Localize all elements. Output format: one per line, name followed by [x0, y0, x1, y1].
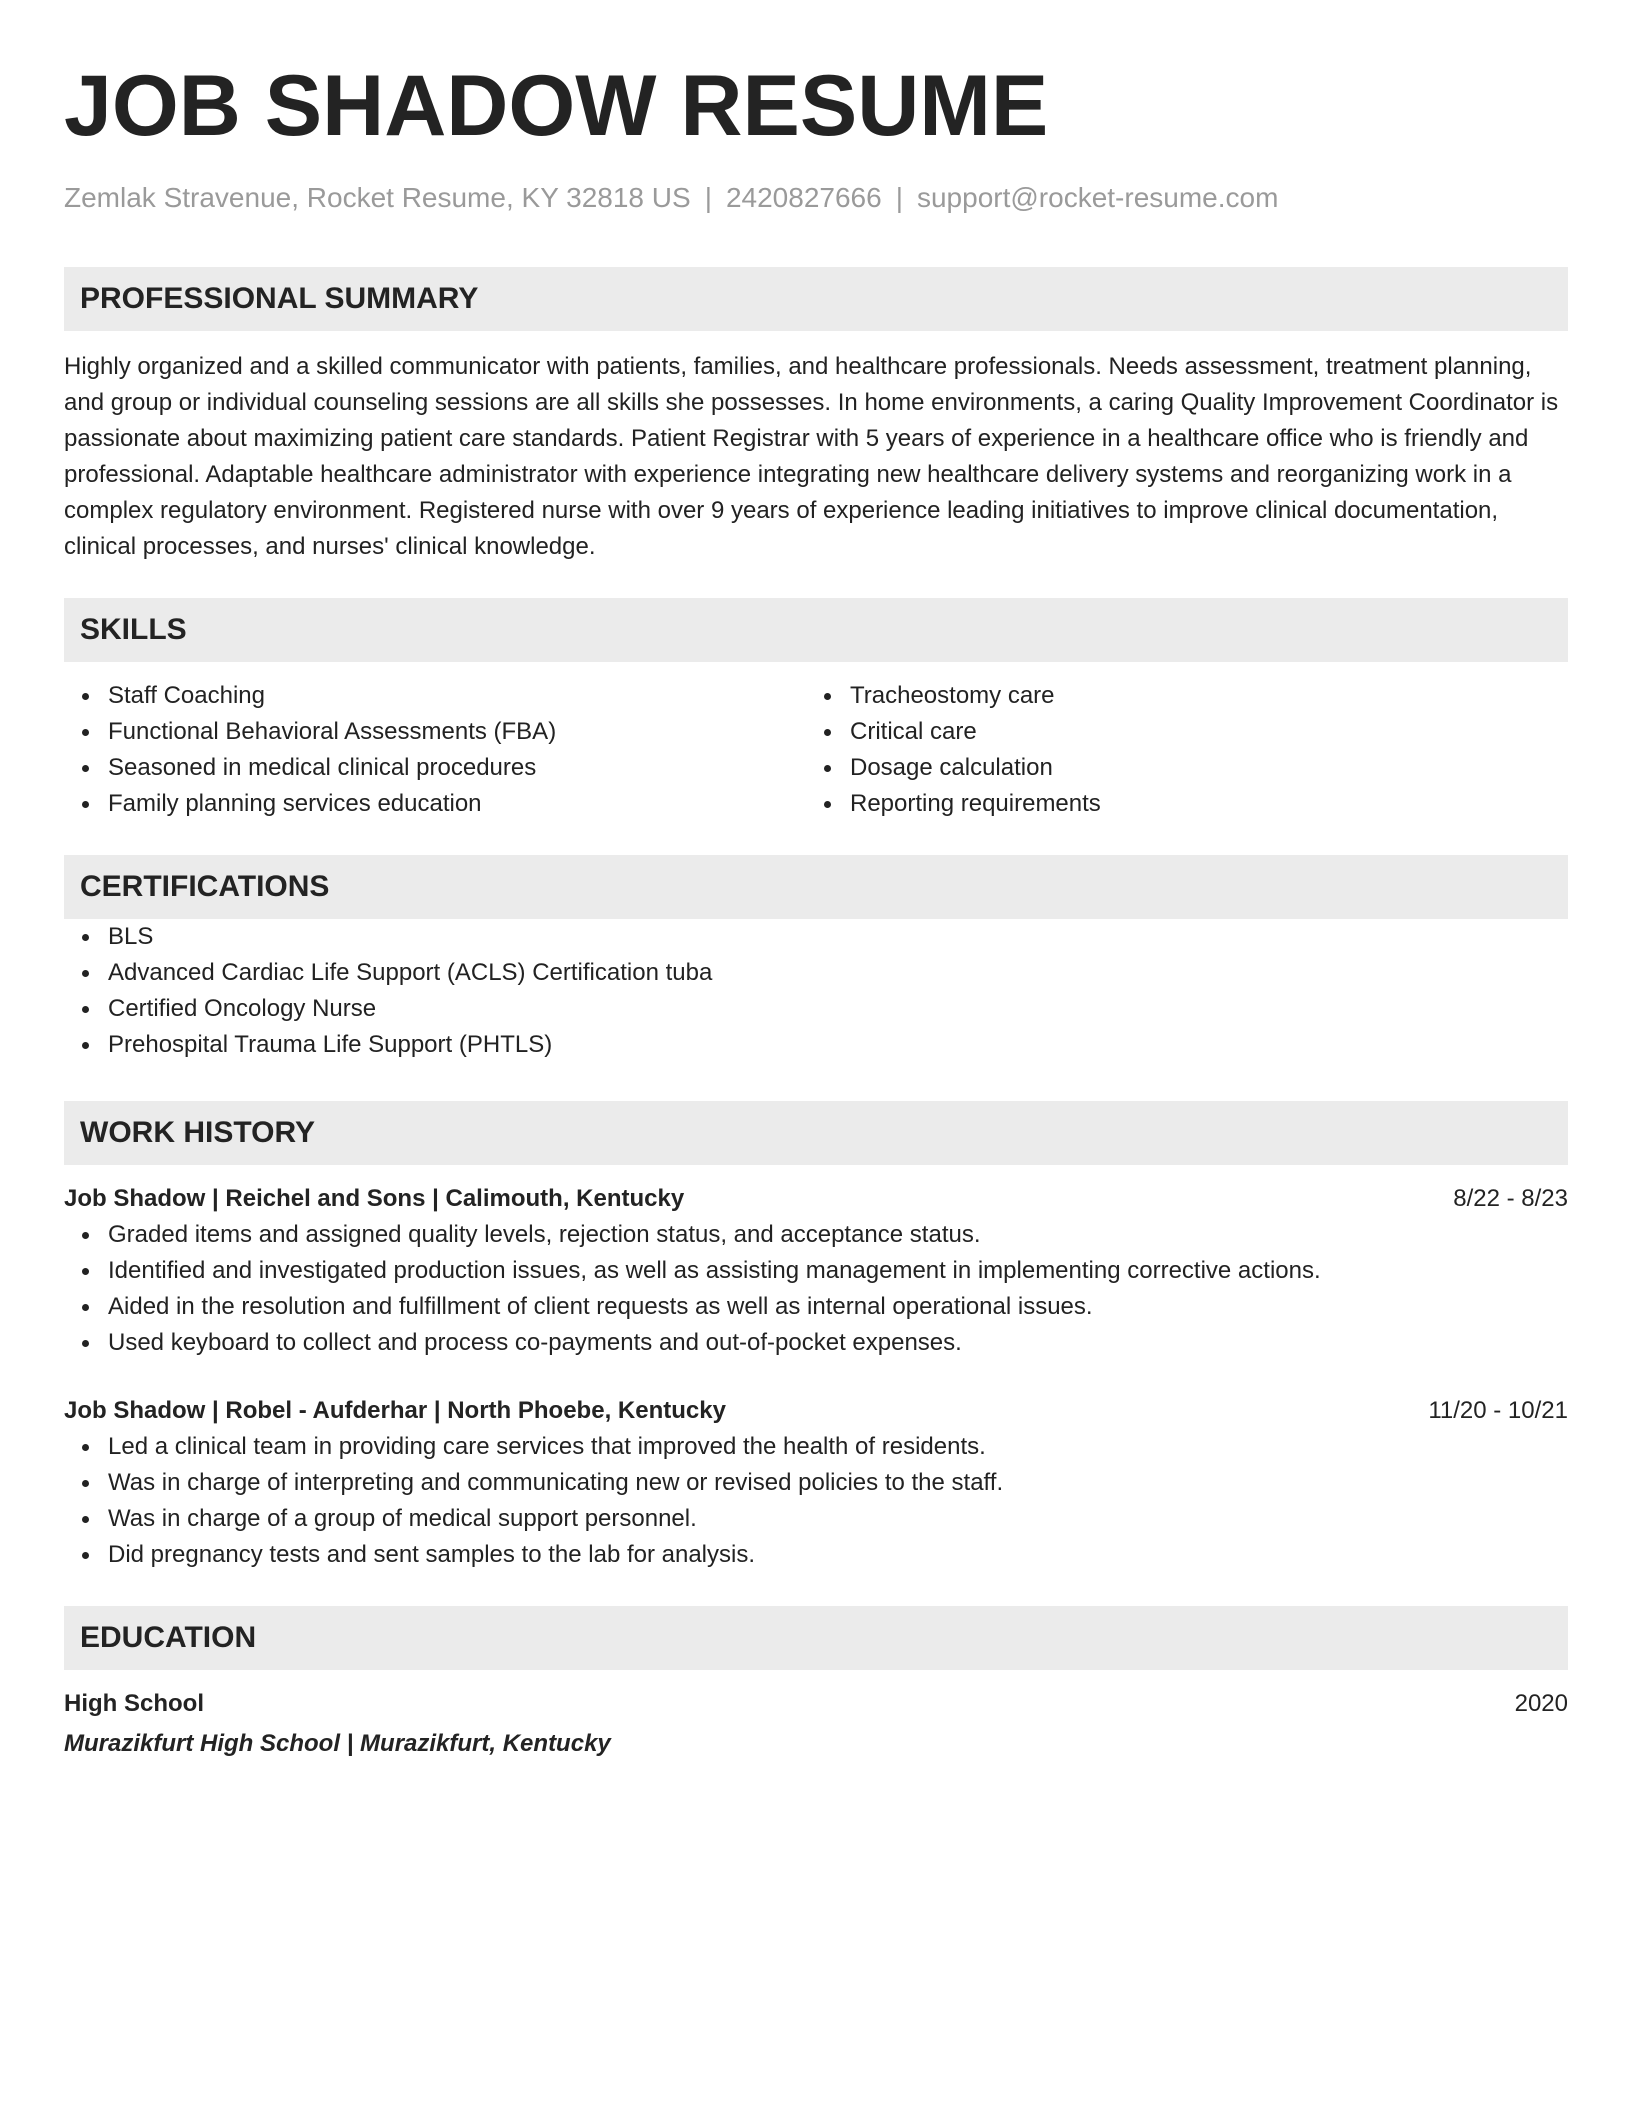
- contact-line: [64, 180, 1568, 216]
- summary-section-header: [64, 267, 1568, 331]
- work-history-heading: WORK HISTORY: [80, 1116, 316, 1149]
- job-duty-item: Was in charge of interpreting and communicating new or revised policies to the staff.: [64, 1465, 1568, 1501]
- job-title: Job Shadow | Reichel and Sons | Calimouth, Kentucky: [64, 1185, 685, 1212]
- certification-item: Advanced Cardiac Life Support (ACLS) Certification tuba: [64, 955, 1568, 991]
- job-duties-list: [64, 1429, 1568, 1573]
- skill-item: Staff Coaching: [64, 678, 806, 714]
- education-section-header: [64, 1606, 1568, 1670]
- job-duty-item: Used keyboard to collect and process co-payments and out-of-pocket expenses.: [64, 1325, 1568, 1361]
- job-duty-item: Was in charge of a group of medical support personnel.: [64, 1501, 1568, 1537]
- contact-email: support@rocket-resume.com: [916, 182, 1279, 213]
- job-duty-item: Identified and investigated production issues, as well as assisting management in implementing corrective actions.: [64, 1253, 1568, 1289]
- skill-item: Critical care: [806, 714, 1548, 750]
- skills-list-left: [64, 678, 806, 822]
- skill-item: Dosage calculation: [806, 750, 1548, 786]
- job-entry-header: [64, 1393, 1568, 1429]
- contact-separator: |: [704, 182, 712, 213]
- skills-heading: SKILLS: [80, 613, 187, 646]
- skills-columns: [64, 678, 1568, 822]
- skills-section-header: [64, 598, 1568, 662]
- contact-address: Zemlak Stravenue, Rocket Resume, KY 32818 US: [64, 182, 691, 213]
- job-duty-item: Led a clinical team in providing care services that improved the health of residents.: [64, 1429, 1568, 1465]
- skill-item: Functional Behavioral Assessments (FBA): [64, 714, 806, 750]
- skills-column-right: [806, 678, 1548, 822]
- skills-list-right: [806, 678, 1548, 822]
- education-school: Murazikfurt High School | Murazikfurt, Kentucky: [64, 1730, 611, 1757]
- summary-heading: PROFESSIONAL SUMMARY: [80, 282, 479, 315]
- job-duty-item: Did pregnancy tests and sent samples to the lab for analysis.: [64, 1537, 1568, 1573]
- job-dates: 11/20 - 10/21: [1428, 1397, 1568, 1424]
- skill-item: Reporting requirements: [806, 786, 1548, 822]
- job-duties-list: [64, 1217, 1568, 1361]
- job-entry-header: [64, 1181, 1568, 1217]
- skill-item: Seasoned in medical clinical procedures: [64, 750, 806, 786]
- certifications-heading: CERTIFICATIONS: [80, 870, 330, 903]
- skills-column-left: [64, 678, 806, 822]
- certifications-list: [64, 919, 1568, 1063]
- education-year: 2020: [1514, 1690, 1568, 1717]
- resume-title: JOB SHADOW RESUME: [64, 58, 1049, 154]
- job-dates: 8/22 - 8/23: [1453, 1185, 1568, 1212]
- job-duty-item: Aided in the resolution and fulfillment of client requests as well as internal operational issues.: [64, 1289, 1568, 1325]
- certifications-section-header: [64, 855, 1568, 919]
- education-entry-header: [64, 1686, 1568, 1722]
- certification-item: Prehospital Trauma Life Support (PHTLS): [64, 1027, 1568, 1063]
- education-degree: High School: [64, 1690, 204, 1717]
- summary-text: Highly organized and a skilled communicator with patients, families, and healthcare professionals. Needs assessment, treatment planning, and group or individual counseling sessions are all skills she possesses. In home environments, a caring Quality Improvement Coordinator is passionate about maximizing patient care standards. Patient Registrar with 5 years of experience in a healthcare office who is friendly and professional. Adaptable healthcare administrator with experience integrating new healthcare delivery systems and reorganizing work in a complex regulatory environment. Registered nurse with over 9 years of experience leading initiatives to improve clinical documentation, clinical processes, and nurses' clinical knowledge.: [64, 353, 1559, 560]
- education-heading: EDUCATION: [80, 1621, 257, 1654]
- work-history-section-header: [64, 1101, 1568, 1165]
- skill-item: Family planning services education: [64, 786, 806, 822]
- certification-item: BLS: [64, 919, 1568, 955]
- contact-phone: 2420827666: [725, 182, 882, 213]
- certification-item: Certified Oncology Nurse: [64, 991, 1568, 1027]
- job-duty-item: Graded items and assigned quality levels, rejection status, and acceptance status.: [64, 1217, 1568, 1253]
- job-title: Job Shadow | Robel - Aufderhar | North Phoebe, Kentucky: [64, 1397, 726, 1424]
- contact-separator: |: [895, 182, 903, 213]
- skill-item: Tracheostomy care: [806, 678, 1548, 714]
